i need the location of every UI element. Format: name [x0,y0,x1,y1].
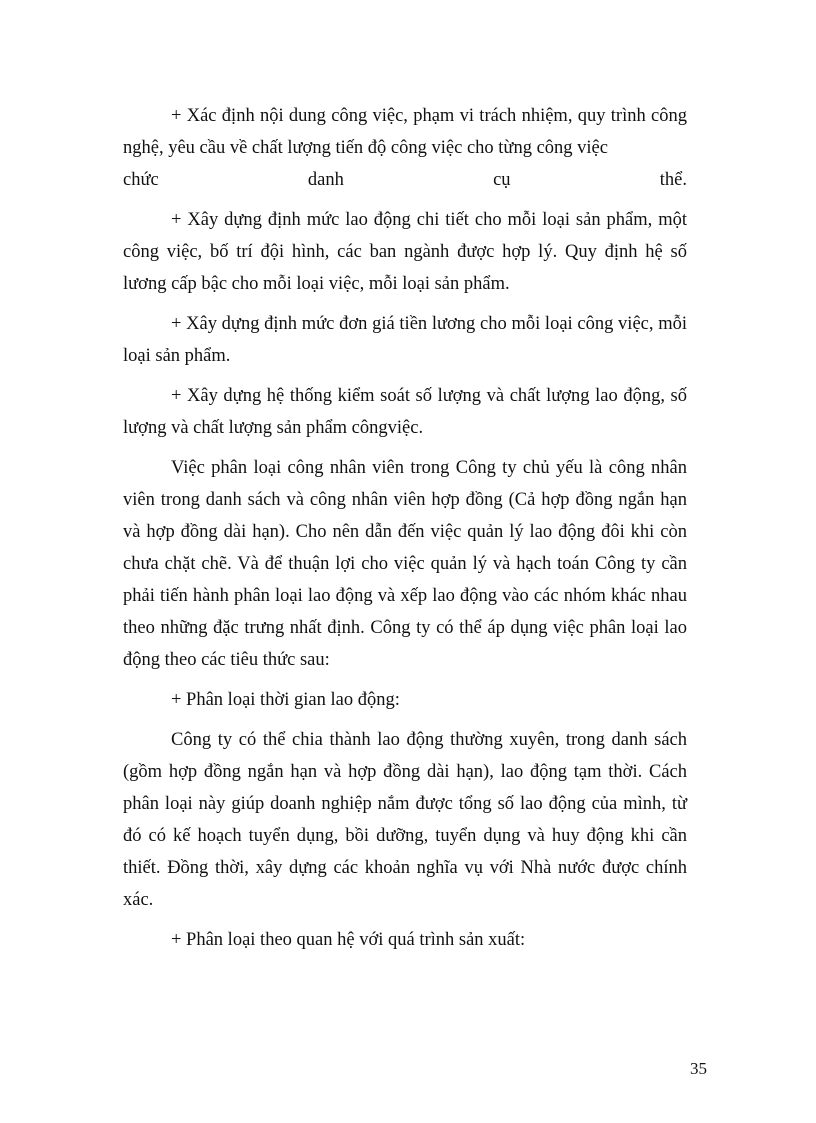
paragraph-classification [123,452,687,676]
text-line: đó có kế hoạch tuyển dụng, bồi dưỡng, tuyển dụng và huy động khi cần [123,826,687,846]
paragraph-labor-norms [123,204,687,300]
text-line: ty cần phải tiến hành phân loại lao động và xếp lao động vào các nhóm [123,554,688,606]
text-line: khác nhau theo những đặc trưng nhất định. Công ty có thể áp dụng việc [123,586,687,638]
text-line: Công ty có thể chia thành lao động thường xuyên, trong danh sách [171,730,687,750]
paragraph-time-classification [123,684,687,716]
page-number: 35 [690,1059,707,1078]
text-line: + Xây dựng định mức lao động chi tiết cho mỗi loại sản phẩm, [171,210,659,230]
text-line: hạn và hợp đồng dài hạn). Cho nên dẫn đến việc quản lý lao động đôi khi [123,490,687,542]
text-line: thiết. Đồng thời, xây dựng các khoản nghĩa vụ với Nhà nước được chính [123,858,687,878]
text-line: + Xác định nội dung công việc, phạm vi trách nhiệm, quy trình [171,106,652,126]
text-line: (gồm hợp đồng ngắn hạn và hợp đồng dài hạn), lao động tạm thời. Cách [123,762,687,782]
text-line: viên trong danh sách và công nhân viên hợp đồng (Cả hợp đồng ngắn [123,490,661,510]
text-line: + Xây dựng định mức đơn giá tiền lương cho mỗi loại công việc, [171,314,659,334]
text-line: + Xây dựng hệ thống kiểm soát số lượng và chất lượng lao động, [171,386,671,406]
paragraph-define-job [123,100,687,164]
document-body [123,100,687,964]
text-line: mỗi loại sản phẩm. [123,314,687,366]
text-line: + Phân loại theo quan hệ với quá trình sản xuất: [171,930,526,950]
text-line: còn chưa chặt chẽ. Và để thuận lợi cho việc quản lý và hạch toán Công [123,522,687,574]
text-line: công nghệ, yêu cầu về chất lượng tiến độ công việc cho từng công việc [123,106,687,158]
paragraph-production-relation [123,924,687,956]
text-line: chức danh cụ thể. [123,170,687,190]
paragraph-time-detail [123,724,687,916]
text-line: phân loại này giúp doanh nghiệp nắm được tổng số lao động của mình, từ [123,794,687,814]
paragraph-control-system [123,380,687,444]
text-line: xác. [123,890,154,910]
text-line: một công việc, bố trí đội hình, các ban ngành được hợp lý. Quy định hệ [123,210,687,262]
text-line: + Phân loại thời gian lao động: [171,690,400,710]
text-line: số lương cấp bậc cho mỗi loại việc, mỗi loại sản phẩm. [123,242,687,294]
paragraph-wage-rates [123,308,687,372]
text-line: số lượng và chất lượng sản phẩm côngviệc. [123,386,687,438]
text-line: phân loại lao động theo các tiêu thức sau: [123,618,687,670]
text-line: Việc phân loại công nhân viên trong Công ty chủ yếu là công nhân [171,458,687,478]
paragraph-define-job-tail [123,164,687,196]
